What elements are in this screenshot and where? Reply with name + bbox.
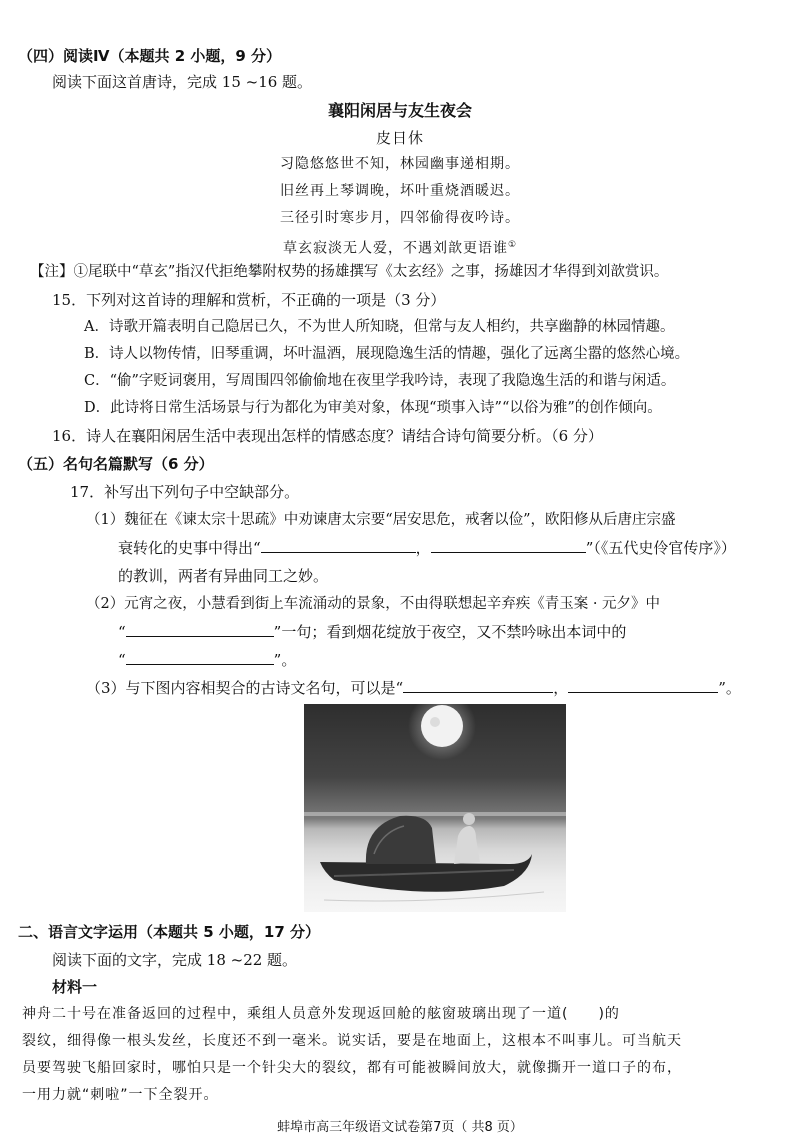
page-footer: 蚌埠市高三年级语文试卷第7页（ 共8 页） bbox=[277, 1120, 523, 1135]
q17-item2-line2-tail: ”一句；看到烟花绽放于夜空，又不禁吟咏出本词中的 bbox=[273, 623, 627, 641]
section-heading-language-use: 二、语言文字运用（本题共 5 小题，17 分） bbox=[18, 923, 320, 941]
poem-line-1: 习隐悠悠世不知，林园幽事递相期。 bbox=[280, 156, 520, 172]
q15-option-b: B．诗人以物传情，旧琴重调，坏叶温酒，展现隐逸生活的情趣，强化了远离尘嚣的悠然心境。 bbox=[84, 346, 690, 362]
material-para-line-3: 员要驾驶飞船回家时，哪怕只是一个针尖大的裂纹，都有可能被瞬间放大，就像撕开一道口子的布， bbox=[22, 1060, 682, 1076]
q17-item1-line3: 的教训，两者有异曲同工之妙。 bbox=[118, 567, 329, 585]
answer-blank-6[interactable] bbox=[568, 679, 718, 693]
footnote-marker: ① bbox=[507, 240, 518, 250]
answer-blank-3[interactable] bbox=[126, 623, 274, 637]
q17-item1-line2-tail: ”（《五代史伶官传序》） bbox=[585, 539, 736, 557]
q17-item2-line3-tail: ”。 bbox=[273, 651, 297, 669]
answer-blank-2[interactable] bbox=[431, 539, 586, 553]
horizon-band bbox=[304, 812, 566, 816]
q17-item2-line3-lead: “ bbox=[118, 651, 126, 669]
q17-item3 bbox=[86, 678, 741, 698]
question-17: 17．补写出下列句子中空缺部分。 bbox=[70, 483, 300, 501]
q15-option-c: C．“偷”字贬词褒用，写周围四邻偷偷地在夜里学我吟诗，表现了我隐逸生活的和谐与闲适。 bbox=[84, 373, 676, 389]
q17-item3-sep: ， bbox=[553, 679, 569, 697]
water-ripple bbox=[324, 892, 544, 901]
answer-blank-5[interactable] bbox=[403, 679, 553, 693]
section-heading-reading-4: （四）阅读Ⅳ（本题共 2 小题，9 分） bbox=[18, 47, 282, 65]
material-para-line-4: 一用力就“刺啦”一下全裂开。 bbox=[22, 1087, 219, 1103]
q17-item2-line2-lead: “ bbox=[118, 623, 126, 641]
poem-line-3: 三径引时寒步月，四邻偷得夜吟诗。 bbox=[280, 210, 520, 226]
q17-item1-line2 bbox=[118, 538, 736, 558]
q17-item2-line3 bbox=[118, 650, 296, 670]
reading-instruction: 阅读下面这首唐诗，完成 15 ~16 题。 bbox=[52, 73, 313, 91]
q17-item1-sep: ， bbox=[415, 539, 431, 557]
material-para-line-1: 神舟二十号在准备返回的过程中，乘组人员意外发现返回舱的舷窗玻璃出现了一道( )的 bbox=[22, 1006, 620, 1022]
poem-annotation: 【注】①尾联中“草玄”指汉代拒绝攀附权势的扬雄撰写《太玄经》之事，扬雄因才华得到刘歆赏识。 bbox=[30, 264, 669, 280]
material-para-line-2: 裂纹，细得像一根头发丝，长度还不到一毫米。说实话，要是在地面上，这根本不叫事儿。可当航天 bbox=[22, 1033, 682, 1049]
figure-head bbox=[463, 813, 475, 825]
q17-item2-line2 bbox=[118, 622, 626, 642]
answer-blank-4[interactable] bbox=[126, 651, 274, 665]
material-label: 材料一 bbox=[52, 978, 98, 996]
poem-author: 皮日休 bbox=[375, 129, 424, 147]
moonlit-boat-illustration bbox=[304, 704, 566, 912]
q17-item1-line2-lead: 衰转化的史事中得出“ bbox=[118, 539, 261, 557]
q15-option-d: D．此诗将日常生活场景与行为都化为审美对象，体现“琐事入诗”“以俗为雅”的创作倾向。 bbox=[84, 400, 662, 416]
language-instruction: 阅读下面的文字，完成 18 ~22 题。 bbox=[52, 951, 298, 969]
question-16: 16．诗人在襄阳闲居生活中表现出怎样的情感态度？请结合诗句简要分析。（6 分） bbox=[52, 427, 603, 445]
moon-boat-scene bbox=[304, 704, 566, 912]
moon-crater bbox=[430, 717, 440, 727]
poem-title: 襄阳闲居与友生夜会 bbox=[327, 101, 472, 120]
poem-line-4-text: 草玄寂淡无人爱，不遇刘歆更语谁 bbox=[282, 240, 508, 257]
q17-item1-line1: （1）魏征在《谏太宗十思疏》中劝谏唐太宗要“居安思危，戒奢以俭”，欧阳修从后唐庄宗盛 bbox=[86, 512, 676, 528]
seated-figure bbox=[454, 826, 480, 864]
poem-line-4 bbox=[0, 235, 800, 259]
poem-line-2: 旧丝再上琴调晚，坏叶重烧酒暖迟。 bbox=[280, 183, 520, 199]
question-15: 15．下列对这首诗的理解和赏析，不正确的一项是（3 分） bbox=[52, 291, 446, 309]
moon bbox=[421, 705, 463, 747]
section-heading-dictation: （五）名句名篇默写（6 分） bbox=[18, 455, 214, 473]
q15-option-a: A．诗歌开篇表明自己隐居已久，不为世人所知晓，但常与友人相约，共享幽静的林园情趣。 bbox=[84, 319, 675, 335]
boat-canopy bbox=[366, 816, 436, 864]
q17-item3-tail: ”。 bbox=[718, 679, 741, 697]
q17-item2-line1: （2）元宵之夜，小慧看到街上车流涌动的景象，不由得联想起辛弃疾《青玉案 · 元夕》中 bbox=[86, 596, 661, 612]
answer-blank-1[interactable] bbox=[261, 539, 416, 553]
q17-item3-lead: （3）与下图内容相契合的古诗文名句，可以是“ bbox=[86, 679, 404, 697]
